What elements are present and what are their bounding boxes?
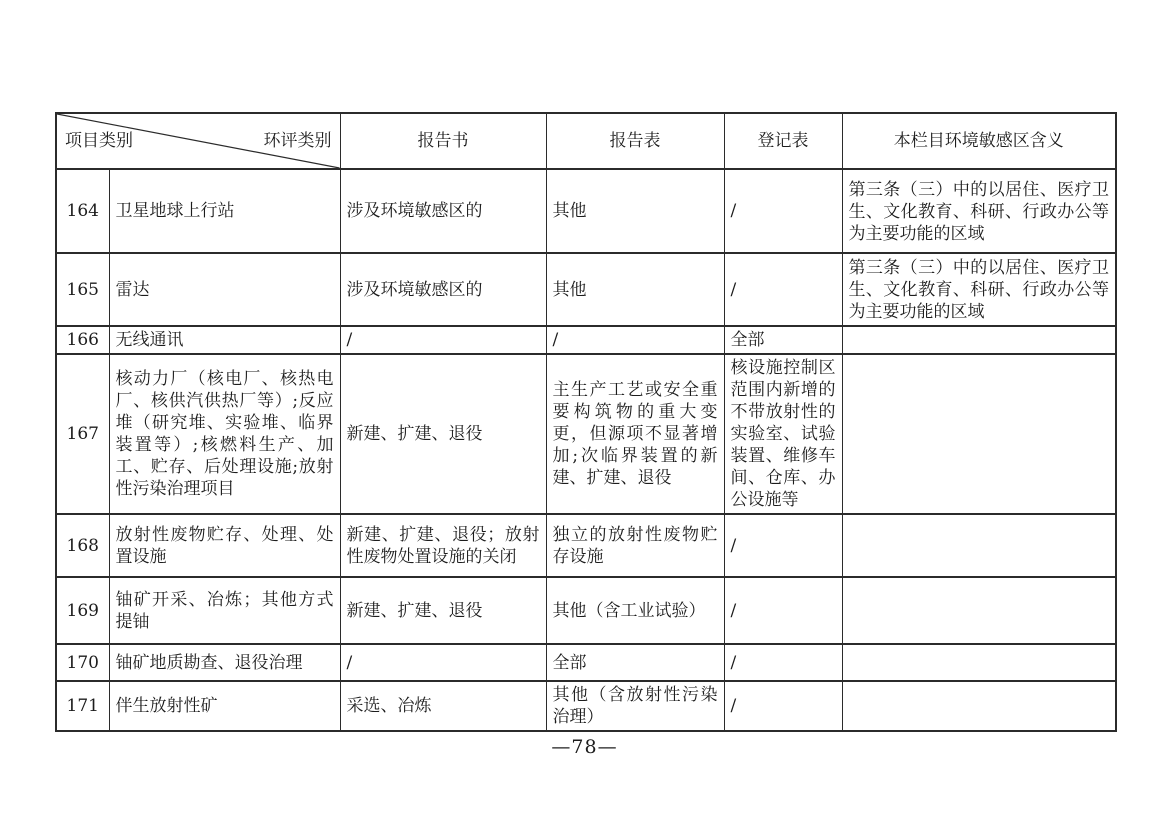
registration-form-cell: 全部 (724, 326, 842, 354)
project-category-cell: 无线通讯 (109, 326, 340, 354)
sensitive-meaning-cell (842, 354, 1116, 514)
sensitive-meaning-cell: 第三条（三）中的以居住、医疗卫生、文化教育、科研、行政办公等为主要功能的区域 (842, 253, 1116, 326)
sensitive-area-meaning-header: 本栏目环境敏感区含义 (842, 113, 1116, 169)
table-header-row (56, 113, 1116, 169)
row-number-cell: 167 (56, 354, 109, 514)
sensitive-meaning-cell (842, 681, 1116, 731)
page-number: —78— (551, 736, 618, 758)
registration-form-cell: / (724, 514, 842, 577)
eia-category-header: 环评类别 (263, 131, 332, 151)
report-form-cell: 其他（含放射性污染治理） (546, 681, 724, 731)
project-category-cell: 铀矿地质勘查、退役治理 (109, 644, 340, 681)
registration-form-cell: 核设施控制区范围内新增的不带放射性的实验室、试验装置、维修车间、仓库、办公设施等 (724, 354, 842, 514)
table-row (56, 681, 1116, 731)
project-category-cell: 铀矿开采、冶炼；其他方式提铀 (109, 577, 340, 644)
table-row (56, 644, 1116, 681)
row-number-cell: 165 (56, 253, 109, 326)
table-row (56, 577, 1116, 644)
table-row (56, 326, 1116, 354)
eia-category-table (55, 112, 1117, 732)
table-row (56, 354, 1116, 514)
sensitive-meaning-cell (842, 514, 1116, 577)
report-book-cell: 涉及环境敏感区的 (340, 253, 546, 326)
sensitive-meaning-cell: 第三条（三）中的以居住、医疗卫生、文化教育、科研、行政办公等为主要功能的区域 (842, 169, 1116, 253)
row-number-cell: 168 (56, 514, 109, 577)
row-number-cell: 171 (56, 681, 109, 731)
table-row (56, 514, 1116, 577)
row-number-cell: 169 (56, 577, 109, 644)
row-number-cell: 164 (56, 169, 109, 253)
report-form-cell: 主生产工艺或安全重要构筑物的重大变更，但源项不显著增加;次临界装置的新建、扩建、退役 (546, 354, 724, 514)
report-book-cell: 涉及环境敏感区的 (340, 169, 546, 253)
report-form-cell: 独立的放射性废物贮存设施 (546, 514, 724, 577)
row-number-cell: 170 (56, 644, 109, 681)
project-category-cell: 伴生放射性矿 (109, 681, 340, 731)
report-form-cell: 其他 (546, 253, 724, 326)
report-book-cell: / (340, 644, 546, 681)
report-form-cell: / (546, 326, 724, 354)
sensitive-meaning-cell (842, 577, 1116, 644)
table-row (56, 253, 1116, 326)
table-row (56, 169, 1116, 253)
registration-form-cell: / (724, 644, 842, 681)
report-form-cell: 其他（含工业试验） (546, 577, 724, 644)
report-book-cell: 新建、扩建、退役 (340, 354, 546, 514)
project-category-cell: 雷达 (109, 253, 340, 326)
report-book-cell: 采选、冶炼 (340, 681, 546, 731)
row-number-cell: 166 (56, 326, 109, 354)
registration-form-cell: / (724, 253, 842, 326)
registration-form-cell: / (724, 577, 842, 644)
project-category-header: 项目类别 (65, 131, 133, 151)
registration-form-header: 登记表 (724, 113, 842, 169)
report-book-cell: 新建、扩建、退役 (340, 577, 546, 644)
report-book-header: 报告书 (340, 113, 546, 169)
registration-form-cell: / (724, 169, 842, 253)
sensitive-meaning-cell (842, 644, 1116, 681)
report-form-cell: 全部 (546, 644, 724, 681)
report-book-cell: 新建、扩建、退役；放射性废物处置设施的关闭 (340, 514, 546, 577)
diagonal-header-cell (56, 113, 340, 169)
report-form-cell: 其他 (546, 169, 724, 253)
project-category-cell: 放射性废物贮存、处理、处置设施 (109, 514, 340, 577)
report-form-header: 报告表 (546, 113, 724, 169)
report-book-cell: / (340, 326, 546, 354)
project-category-cell: 卫星地球上行站 (109, 169, 340, 253)
registration-form-cell: / (724, 681, 842, 731)
sensitive-meaning-cell (842, 326, 1116, 354)
project-category-cell: 核动力厂（核电厂、核热电厂、核供汽供热厂等）;反应堆（研究堆、实验堆、临界装置等）;核燃料生产、加工、贮存、后处理设施;放射性污染治理项目 (109, 354, 340, 514)
